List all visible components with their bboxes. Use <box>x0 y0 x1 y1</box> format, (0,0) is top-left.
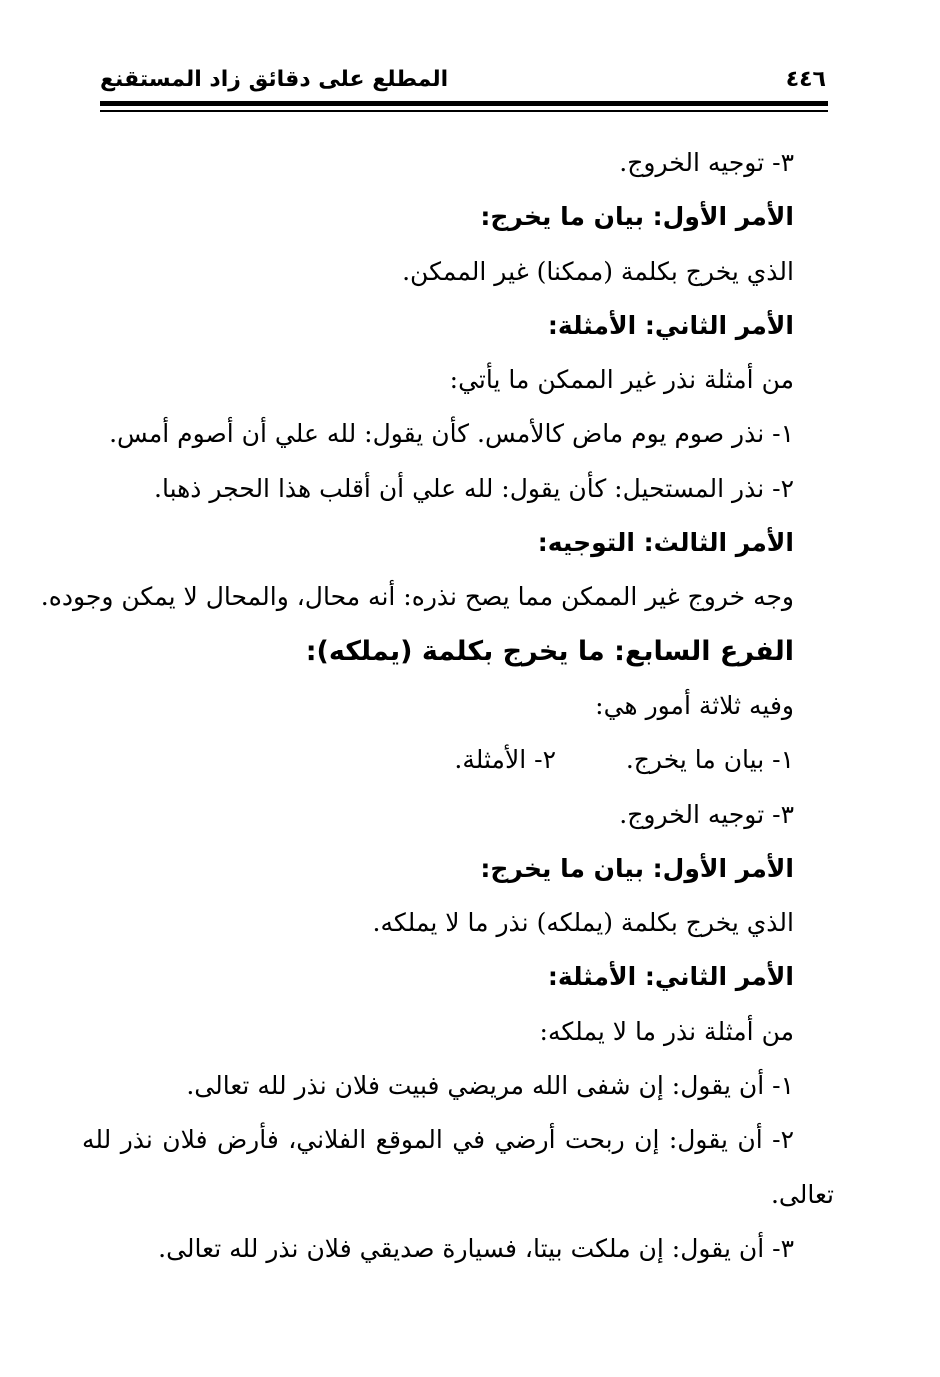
list-item: ٢- الأمثلة. <box>454 745 556 775</box>
section-heading: الأمر الأول: بيان ما يخرج: <box>480 853 794 883</box>
header-rule-thin <box>100 110 828 112</box>
running-title: المطلع على دقائق زاد المستقنع <box>100 67 449 92</box>
list-item: ٢- نذر المستحيل: كأن يقول: لله علي أن أقلب هذا الحجر ذهبا. <box>154 473 794 503</box>
paragraph: الذي يخرج بكلمة (يملكه) نذر ما لا يملكه. <box>372 908 794 938</box>
page-header <box>100 62 828 100</box>
list-item: ٣- توجيه الخروج. <box>619 148 794 177</box>
list-item: ٢- أن يقول: إن ربحت أرضي في الموقع الفلاني، فأرض فلان نذر لله <box>82 1125 794 1155</box>
list-item: ١- أن يقول: إن شفى الله مريضي فبيت فلان نذر لله تعالى. <box>186 1071 794 1101</box>
list-item: ١- بيان ما يخرج. <box>625 745 794 775</box>
section-heading: الأمر الثاني: الأمثلة: <box>547 310 794 340</box>
list-item: ٣- توجيه الخروج. <box>619 799 794 829</box>
paragraph: وجه خروج غير الممكن مما يصح نذره: أنه محال، والمحال لا يمكن وجوده. <box>40 582 794 612</box>
paragraph: من أمثلة نذر غير الممكن ما يأتي: <box>449 365 794 395</box>
section-heading: الأمر الثالث: التوجيه: <box>537 528 794 558</box>
list-row <box>94 733 794 787</box>
body-text <box>40 136 834 1276</box>
header-rule-thick <box>100 101 828 106</box>
branch-heading: الفرع السابع: ما يخرج بكلمة (يملكه): <box>305 635 794 667</box>
paragraph: من أمثلة نذر ما لا يملكه: <box>539 1016 794 1046</box>
list-item: ٣- أن يقول: إن ملكت بيتا، فسيارة صديقي فلان نذر لله تعالى. <box>158 1233 794 1263</box>
list-item-continuation: تعالى. <box>770 1179 834 1209</box>
section-heading: الأمر الأول: بيان ما يخرج: <box>480 202 794 232</box>
list-item: ١- نذر صوم يوم ماض كالأمس. كأن يقول: لله علي أن أصوم أمس. <box>109 419 794 449</box>
paragraph: الذي يخرج بكلمة (ممكنا) غير الممكن. <box>402 256 794 286</box>
paragraph: وفيه ثلاثة أمور هي: <box>595 690 794 720</box>
section-heading: الأمر الثاني: الأمثلة: <box>547 962 794 992</box>
page-number: ٤٤٦ <box>785 67 826 92</box>
